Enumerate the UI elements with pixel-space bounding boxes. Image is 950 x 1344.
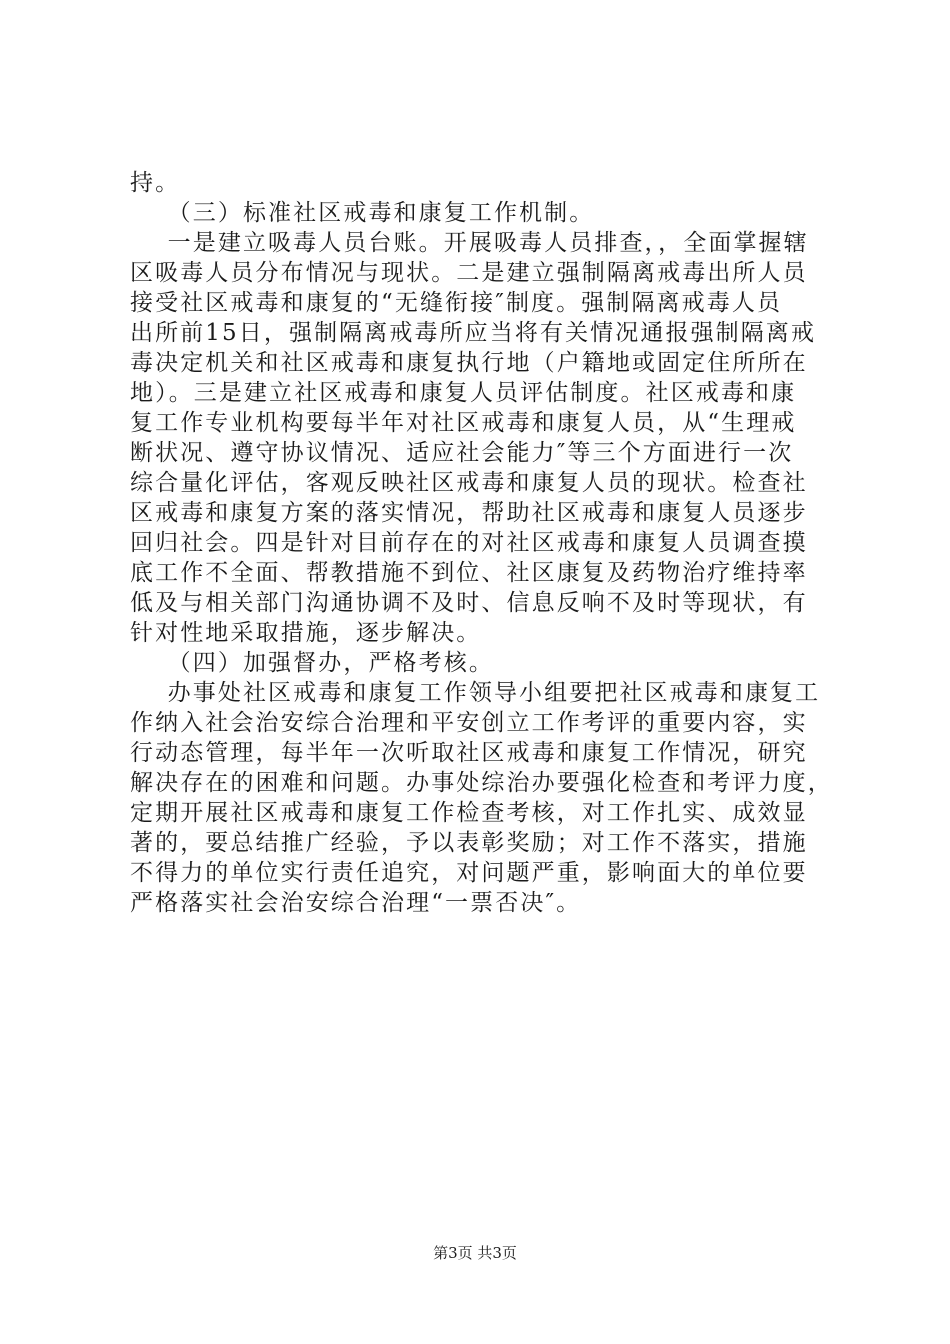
body-line: 持。: [130, 170, 181, 196]
body-line: 接受社区戒毒和康复的“无缝衔接″制度。强制隔离戒毒人员: [130, 290, 783, 316]
body-line: 解决存在的困难和问题。办事处综治办要强化检查和考评力度，: [130, 770, 833, 796]
page-footer: [0, 1243, 950, 1263]
body-line: 严格落实社会治安综合治理“一票否决″。: [130, 890, 582, 916]
body-line: 一是建立吸毒人员台账。开展吸毒人员排查，，全面掌握辖: [130, 230, 809, 256]
body-line: 出所前15日，强制隔离戒毒所应当将有关情况通报强制隔离戒: [130, 320, 817, 346]
body-line: 不得力的单位实行责任追究，对问题严重，影响面大的单位要: [130, 860, 808, 886]
body-line: 断状况、遵守协议情况、适应社会能力″等三个方面进行一次: [130, 440, 794, 466]
body-line: 底工作不全面、帮教措施不到位、社区康复及药物治疗维持率: [130, 560, 808, 586]
document-body: [130, 168, 835, 918]
page-number: 第3页 共3页: [433, 1244, 517, 1262]
body-line: 回归社会。四是针对目前存在的对社区戒毒和康复人员调查摸: [130, 530, 808, 556]
section-heading-4: （四）加强督办，严格考核。: [130, 650, 494, 676]
body-line: 区戒毒和康复方案的落实情况，帮助社区戒毒和康复人员逐步: [130, 500, 808, 526]
body-line: 行动态管理，每半年一次听取社区戒毒和康复工作情况，研究: [130, 740, 808, 766]
body-line: 针对性地采取措施，逐步解决。: [130, 620, 482, 646]
body-line: 综合量化评估，客观反映社区戒毒和康复人员的现状。检查社: [130, 470, 808, 496]
section-heading-3: （三）标准社区戒毒和康复工作机制。: [130, 200, 595, 226]
body-line: 作纳入社会治安综合治理和平安创立工作考评的重要内容，实: [130, 710, 808, 736]
body-line: 毒决定机关和社区戒毒和康复执行地（户籍地或固定住所所在: [130, 350, 808, 376]
body-line: 区吸毒人员分布情况与现状。二是建立强制隔离戒毒出所人员: [130, 260, 808, 286]
body-line: 办事处社区戒毒和康复工作领导小组要把社区戒毒和康复工: [130, 680, 821, 706]
body-line: 著的，要总结推广经验，予以表彰奖励；对工作不落实，措施: [130, 830, 808, 856]
body-line: 低及与相关部门沟通协调不及时、信息反响不及时等现状，有: [130, 590, 808, 616]
body-line: 定期开展社区戒毒和康复工作检查考核，对工作扎实、成效显: [130, 800, 808, 826]
body-line: 复工作专业机构要每半年对社区戒毒和康复人员，从“生理戒: [130, 410, 797, 436]
body-line: 地）。三是建立社区戒毒和康复人员评估制度。社区戒毒和康: [130, 380, 797, 406]
